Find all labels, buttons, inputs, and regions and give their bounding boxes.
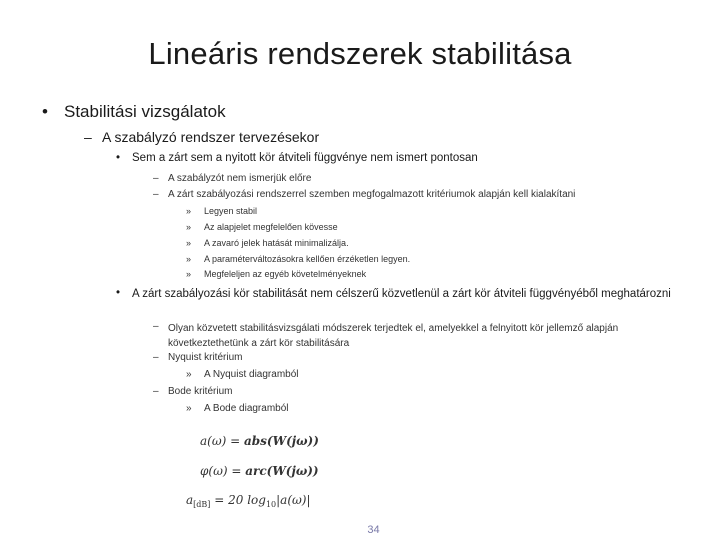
page-number: 34 bbox=[367, 524, 380, 536]
slide-title: Lineáris rendszerek stabilitása bbox=[148, 36, 572, 71]
formula-rhs: = 20 log bbox=[214, 493, 266, 507]
dash-icon: – bbox=[153, 321, 159, 332]
formula-decibel bbox=[186, 493, 311, 509]
bullet-nyquist bbox=[153, 352, 242, 363]
formula-abs: |a(ω)| bbox=[276, 493, 311, 507]
bullet-text: A zárt szabályozási rendszerrel szemben megfogalmazott kritériumok alapján kell kialakítani bbox=[168, 189, 576, 200]
bullet-controller-design bbox=[84, 129, 319, 145]
bullet-text: A zárt szabályozási kör stabilitását nem célszerű közvetlenül a zárt kör átviteli függvényéből meghatározni bbox=[132, 288, 671, 300]
formula-rhs: abs(W(jω)) bbox=[244, 434, 319, 448]
double-chevron-icon: » bbox=[186, 238, 192, 248]
formula-lhs: a(ω) = bbox=[200, 434, 241, 448]
bullet-text: Sem a zárt sem a nyitott kör átviteli függvénye nem ismert pontosan bbox=[132, 152, 478, 164]
double-chevron-icon: » bbox=[186, 369, 192, 380]
double-chevron-icon: » bbox=[186, 254, 192, 264]
bullet-criteria-design bbox=[153, 189, 575, 200]
double-chevron-icon: » bbox=[186, 269, 192, 279]
requirement-item bbox=[186, 269, 366, 279]
bullet-dot-icon: • bbox=[116, 152, 121, 164]
dash-icon: – bbox=[153, 352, 159, 363]
requirement-text: A zavaró jelek hatását minimalizálja. bbox=[204, 238, 349, 248]
bullet-text: A Nyquist diagramból bbox=[204, 369, 299, 380]
bullet-bode-diagram bbox=[186, 403, 289, 414]
bullet-stability-tests bbox=[42, 102, 226, 122]
bullet-dot-icon: • bbox=[42, 102, 48, 121]
bullet-text: A szabályzót nem ismerjük előre bbox=[168, 173, 312, 184]
bullet-text: Bode kritérium bbox=[168, 386, 233, 397]
formula-log-base: 10 bbox=[265, 500, 277, 509]
formula-lhs: a bbox=[186, 493, 194, 507]
bullet-bode bbox=[153, 386, 232, 397]
bullet-indirect-methods bbox=[153, 321, 683, 351]
bullet-text: Olyan közvetett stabilitásvizsgálati módszerek terjedtek el, amelyekkel a felnyitott kör jellemző alapján következtethetünk a zárt kör stabilitására bbox=[168, 323, 619, 349]
double-chevron-icon: » bbox=[186, 206, 192, 216]
double-chevron-icon: » bbox=[186, 222, 192, 232]
formula-subscript: [dB] bbox=[193, 500, 211, 509]
dash-icon: – bbox=[84, 129, 92, 145]
dash-icon: – bbox=[153, 189, 159, 200]
requirement-item bbox=[186, 238, 349, 248]
requirement-item bbox=[186, 206, 257, 216]
bullet-text: Nyquist kritérium bbox=[168, 352, 243, 363]
bullet-controller-unknown bbox=[153, 173, 311, 184]
formula-lhs: φ(ω) = bbox=[200, 464, 242, 478]
dash-icon: – bbox=[153, 386, 159, 397]
requirement-text: Az alapjelet megfelelően kövesse bbox=[204, 222, 338, 232]
requirement-text: A paraméterváltozásokra kellően érzéketlen legyen. bbox=[204, 254, 411, 264]
bullet-text: A Bode diagramból bbox=[204, 403, 289, 414]
bullet-dot-icon: • bbox=[116, 287, 121, 299]
formula-amplitude bbox=[200, 434, 319, 448]
bullet-text: A szabályzó rendszer tervezésekor bbox=[102, 129, 320, 145]
bullet-text: Stabilitási vizsgálatok bbox=[64, 102, 226, 121]
requirement-item bbox=[186, 254, 410, 264]
formula-rhs: arc(W(jω)) bbox=[245, 464, 319, 478]
requirement-text: Megfeleljen az egyéb követelményeknek bbox=[204, 269, 367, 279]
dash-icon: – bbox=[153, 173, 159, 184]
requirement-text: Legyen stabil bbox=[204, 206, 258, 216]
formula-phase bbox=[200, 464, 319, 478]
bullet-closed-loop-stability bbox=[116, 287, 676, 302]
requirement-item bbox=[186, 222, 338, 232]
bullet-transfer-function-unknown bbox=[116, 152, 478, 164]
bullet-nyquist-diagram bbox=[186, 369, 299, 380]
double-chevron-icon: » bbox=[186, 403, 192, 414]
